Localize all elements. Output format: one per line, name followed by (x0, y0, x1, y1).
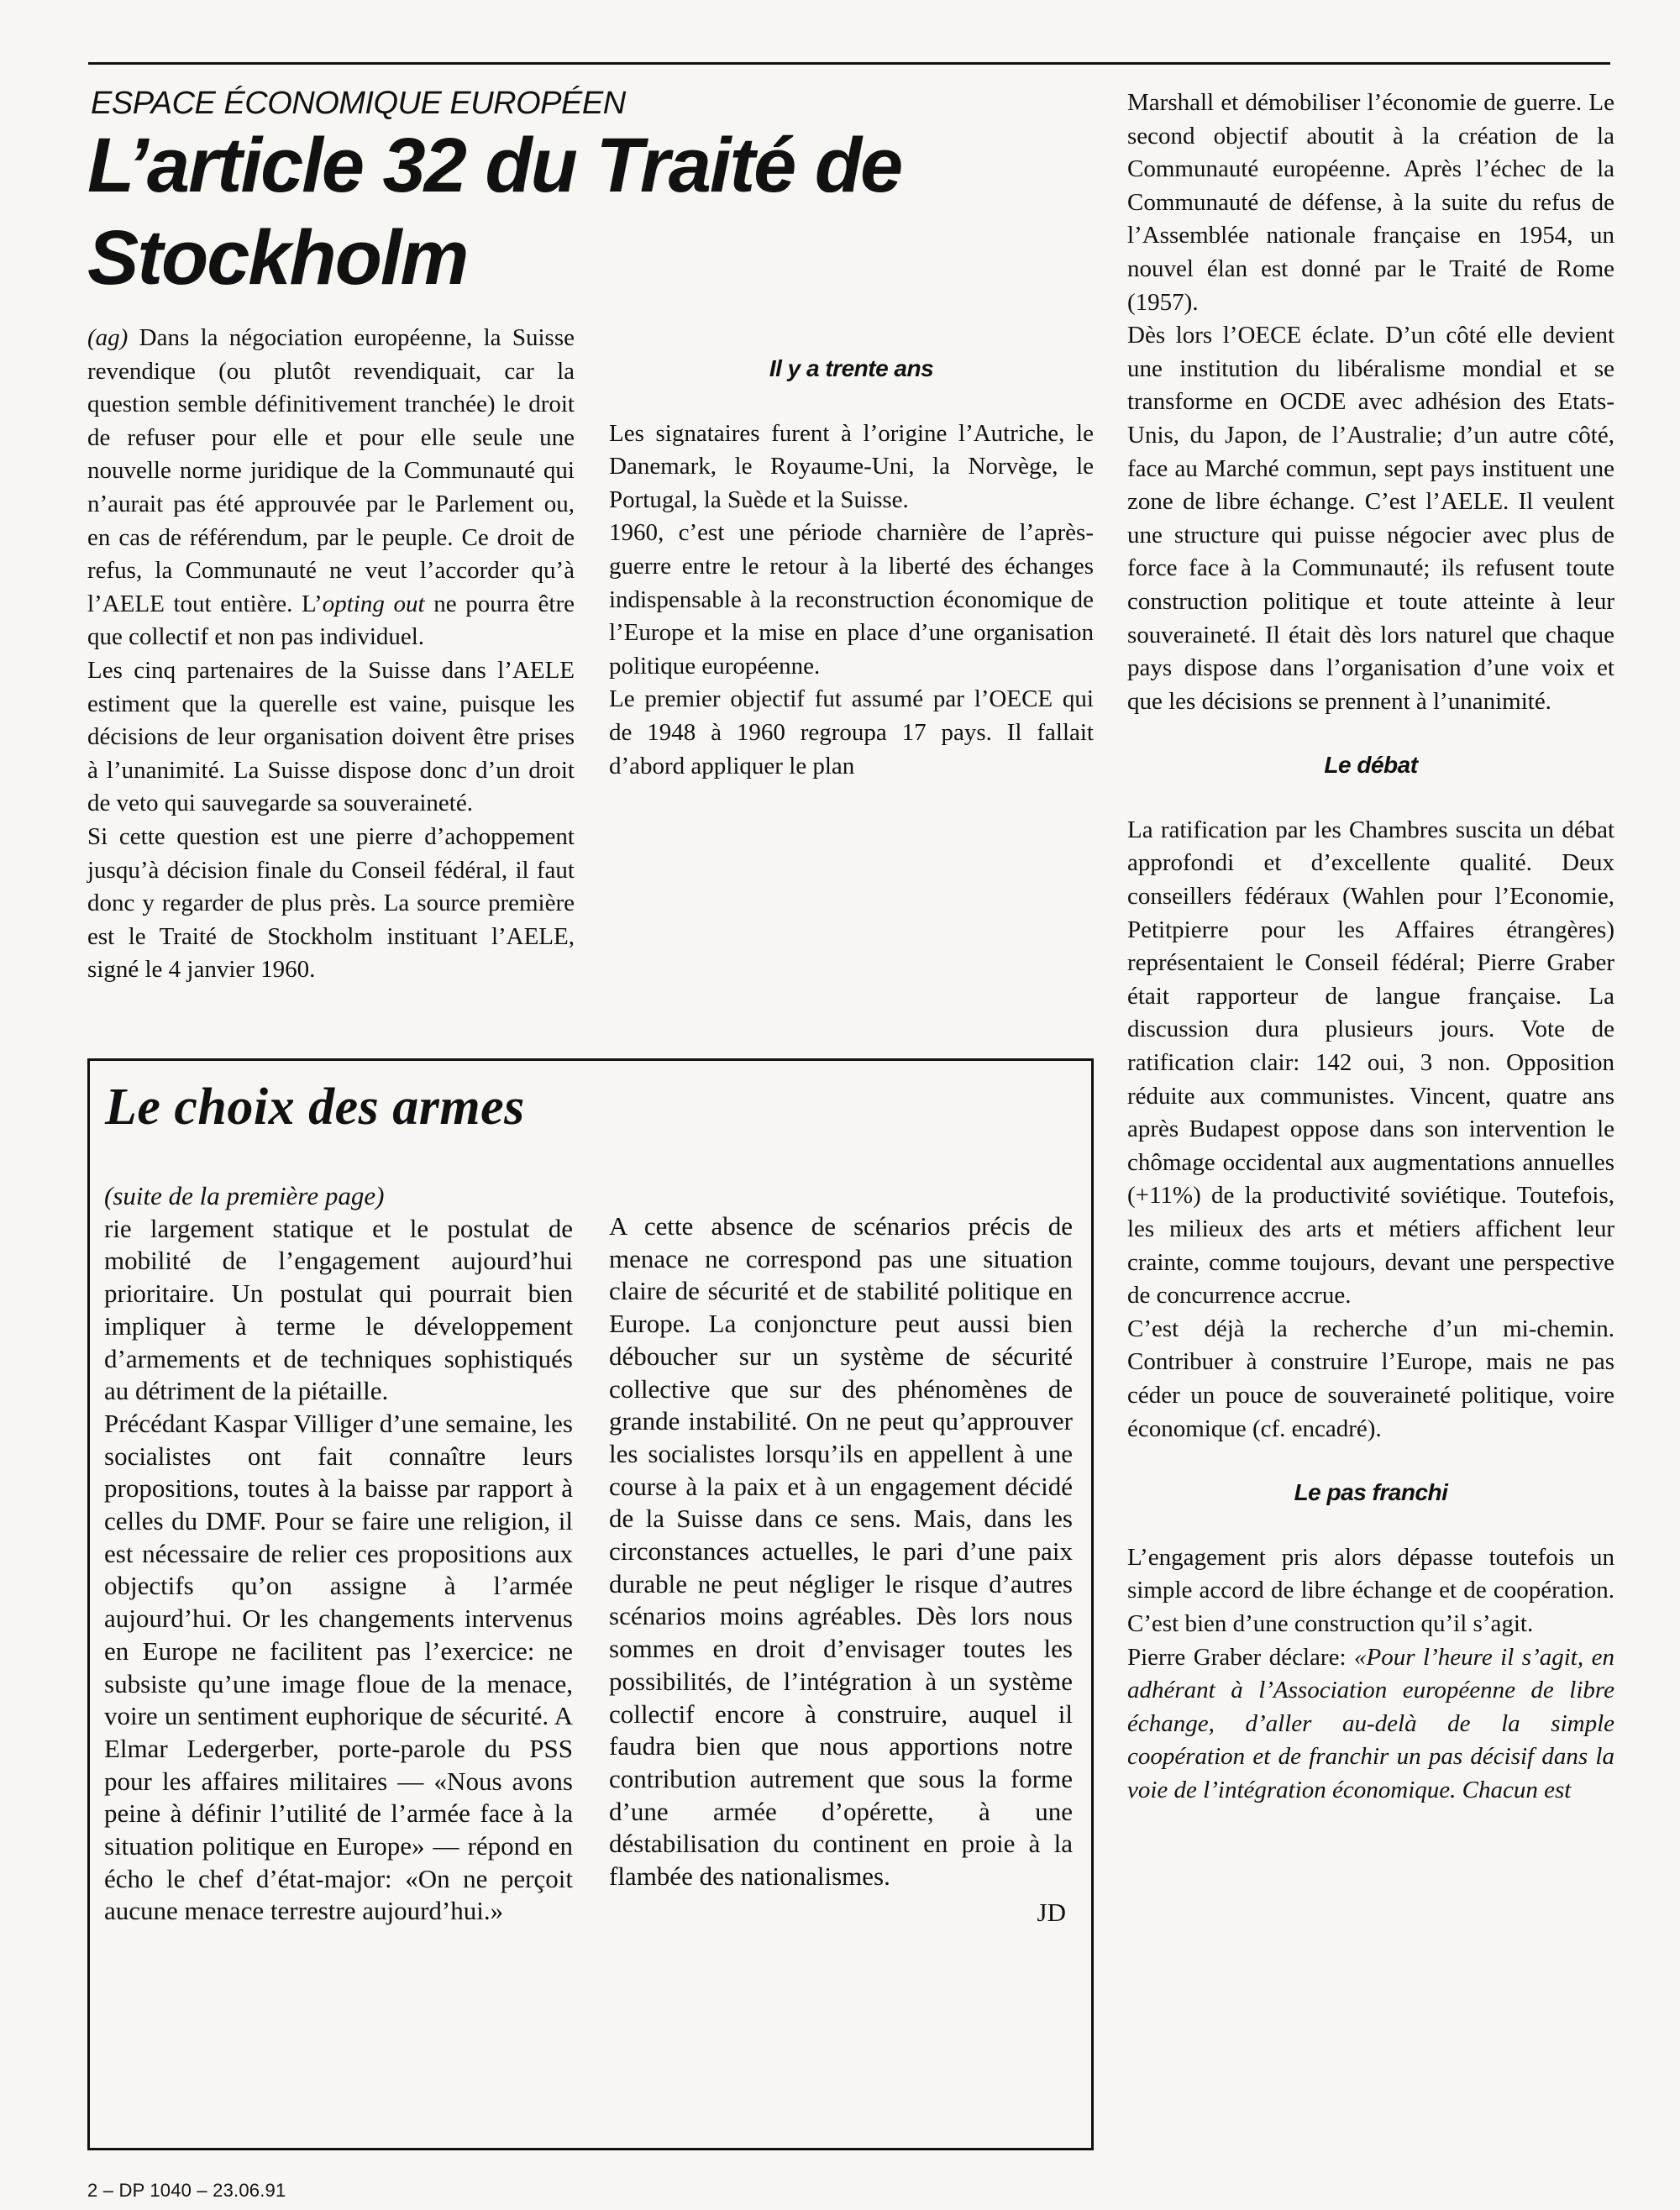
box-paragraph: Précédant Kaspar Villiger d’une semaine, les socialistes ont fait connaître leurs propositions, toutes à la baisse par rapport à celles du DMF. Pour se faire une religion, il est nécessaire de relier ces propositions aux objectifs qu’on assigne à l’armée aujourd’hui. Or les changements intervenus en Europe ne facilitent pas l’exercice: ne subsiste qu’une image floue de la menace, voire un sentiment euphorique de sécurité. A Elmar Ledergerber, porte-parole du PSS pour les affaires militaires — «Nous avons peine à définir l’utilité de l’armée face à la situation politique en Europe» — répond en écho le chef d’état-major: «On ne perçoit aucune menace terrestre aujourd’hui.» (104, 1408, 573, 1926)
article-paragraph: Dès lors l’OECE éclate. D’un côté elle devient une institution du libéralisme mondial et se transforme en OCDE avec adhésion des Etats-Unis, du Japon, de l’Australie; d’un autre côté, face au Marché commun, sept pays instituent une zone de libre échange. C’est l’AELE. Il veulent une structure qui puisse négocier avec plus de force face à la Communauté; ils refusent toute construction politique et toute atteinte à leur souveraineté. Il était dès lors naturel que chaque pays dispose dans l’organisation d’une voix et que les décisions se prennent à l’unanimité. (1127, 322, 1614, 715)
page-folio: 2 – DP 1040 – 23.06.91 (87, 2180, 286, 2201)
top-rule (88, 62, 1610, 65)
author-signature: JD (1037, 1897, 1066, 1927)
graber-quote: «Pour l’heure il s’agit, en adhérant à l’Association européenne de libre échange, d’aller au-delà de la simple coopération et de franchir un pas décisif dans la voie de l’intégration économique. Chacun est (1127, 1643, 1614, 1803)
article-paragraph: Le premier objectif fut assumé par l’OECE qui de 1948 à 1960 regroupa 17 pays. Il fallait d’abord appliquer le plan (609, 685, 1094, 780)
section-kicker: ESPACE ÉCONOMIQUE EUROPÉEN (91, 86, 626, 121)
author-tag: (ag) (87, 324, 129, 351)
box-column-2 (609, 1210, 1073, 1929)
article-paragraph: Les signataires furent à l’origine l’Autriche, le Danemark, le Royaume-Uni, la Norvège, le Portugal, la Suède et la Suisse. (609, 419, 1094, 513)
box-subtitle: (suite de la première page) (104, 1181, 385, 1210)
article-paragraph: C’est déjà la recherche d’un mi-chemin. Contribuer à construire l’Europe, mais ne pas céder un pouce de souveraineté politique, voire économique (cf. encadré). (1127, 1315, 1614, 1442)
box-title: Le choix des armes (105, 1079, 525, 1136)
article-paragraph: (ag) Dans la négociation européenne, la Suisse revendique (ou plutôt revendiquait, car la question semble définitivement tranchée) le droit de refuser pour elle et pour elle seule une nouvelle norme juridique de la Communauté qui n’aurait pas été approuvée par le Parlement ou, en cas de référendum, par le peuple. Ce droit de refus, la Communauté ne veut l’accorder qu’à l’AELE tout entière. L’opting out ne pourra être que collectif et non pas individuel. (87, 324, 575, 651)
opting-out-term: opting out (322, 590, 425, 617)
article-paragraph: L’engagement pris alors dépasse toutefois un simple accord de libre échange et de coopération. C’est bien d’une construction qu’il s’agit. (1127, 1543, 1614, 1637)
sidebar-box (87, 1058, 1094, 2150)
box-paragraph: rie largement statique et le postulat de mobilité de l’engagement aujourd’hui prioritaire. Un postulat qui pourrait bien impliquer à terme le développement d’armements et de techniques sophistiqués au détriment de la piétaille. (104, 1213, 573, 1406)
article-paragraph: Si cette question est une pierre d’achoppement jusqu’à décision finale du Conseil fédéral, il faut donc y regarder de plus près. La source première est le Traité de Stockholm instituant l’AELE, signé le 4 janvier 1960. (87, 822, 575, 984)
subheading: Le débat (1324, 752, 1418, 779)
subheading: Il y a trente ans (769, 355, 934, 381)
box-column-1 (104, 1180, 573, 1928)
article-headline: L’article 32 du Traité de Stockholm (87, 123, 902, 301)
article-paragraph: La ratification par les Chambres suscita un débat approfondi et d’excellente qualité. Deux conseillers fédéraux (Wahlen pour l’Economie, Petitpierre pour les Affaires étrangères) représentaient le Conseil fédéral; Pierre Graber était rapporteur de langue française. La discussion dura plusieurs jours. Vote de ratification clair: 142 oui, 3 non. Opposition réduite aux communistes. Vincent, quatre ans après Budapest oppose dans son intervention le chômage occidental aux augmentations annuelles (+11%) de la productivité soviétique. Toutefois, les milieux des arts et métiers affichent leur crainte, comme toujours, devant une perspective de concurrence accrue. (1127, 816, 1614, 1310)
article-paragraph: Les cinq partenaires de la Suisse dans l’AELE estiment que la querelle est vaine, puisque les décisions de leur organisation doivent être prises à l’unanimité. La Suisse dispose donc d’un droit de veto qui sauvegarde sa souveraineté. (87, 656, 575, 817)
subheading: Le pas franchi (1294, 1479, 1448, 1506)
article-column-2 (609, 322, 1094, 783)
box-paragraph: A cette absence de scénarios précis de menace ne correspond pas une situation claire de sécurité et de stabilité politique en Europe. La conjoncture peut aussi bien déboucher sur un système de sécurité collective que sur des phénomènes de grande instabilité. On ne peut qu’approuver les socialistes lorsqu’ils en appellent à une course à la paix et à un engagement décidé de la Suisse dans ce sens. Mais, dans les circonstances actuelles, le pari d’une paix durable ne peut négliger le risque d’autres scénarios moins agréables. Dès lors nous sommes en droit d’envisager toutes les possibilités, de l’intégration à un système collectif encore à construire, auquel il faudra bien que nous apportions notre contribution autrement que sous la forme d’une armée d’opérette, à une déstabilisation du continent en proie à la flambée des nationalismes. (609, 1211, 1073, 1892)
article-paragraph: 1960, c’est une période charnière de l’après-guerre entre le retour à la liberté des échanges indispensable à la reconstruction économique de l’Europe et la mise en place d’une organisation politique européenne. (609, 519, 1094, 680)
article-paragraph: Marshall et démobiliser l’économie de guerre. Le second objectif aboutit à la création de la Communauté européenne. Après l’échec de la Communauté de défense, à la suite du refus de l’Assemblée nationale française en 1954, un nouvel élan est donné par le Traité de Rome (1957). (1127, 89, 1614, 316)
article-paragraph: Pierre Graber déclare: «Pour l’heure il s’agit, en adhérant à l’Association européenne de libre échange, d’aller au-delà de la simple coopération et de franchir un pas décisif dans la voie de l’intégration économique. Chacun est (1127, 1643, 1614, 1803)
article-column-3 (1127, 87, 1614, 1808)
article-column-1 (87, 322, 575, 987)
